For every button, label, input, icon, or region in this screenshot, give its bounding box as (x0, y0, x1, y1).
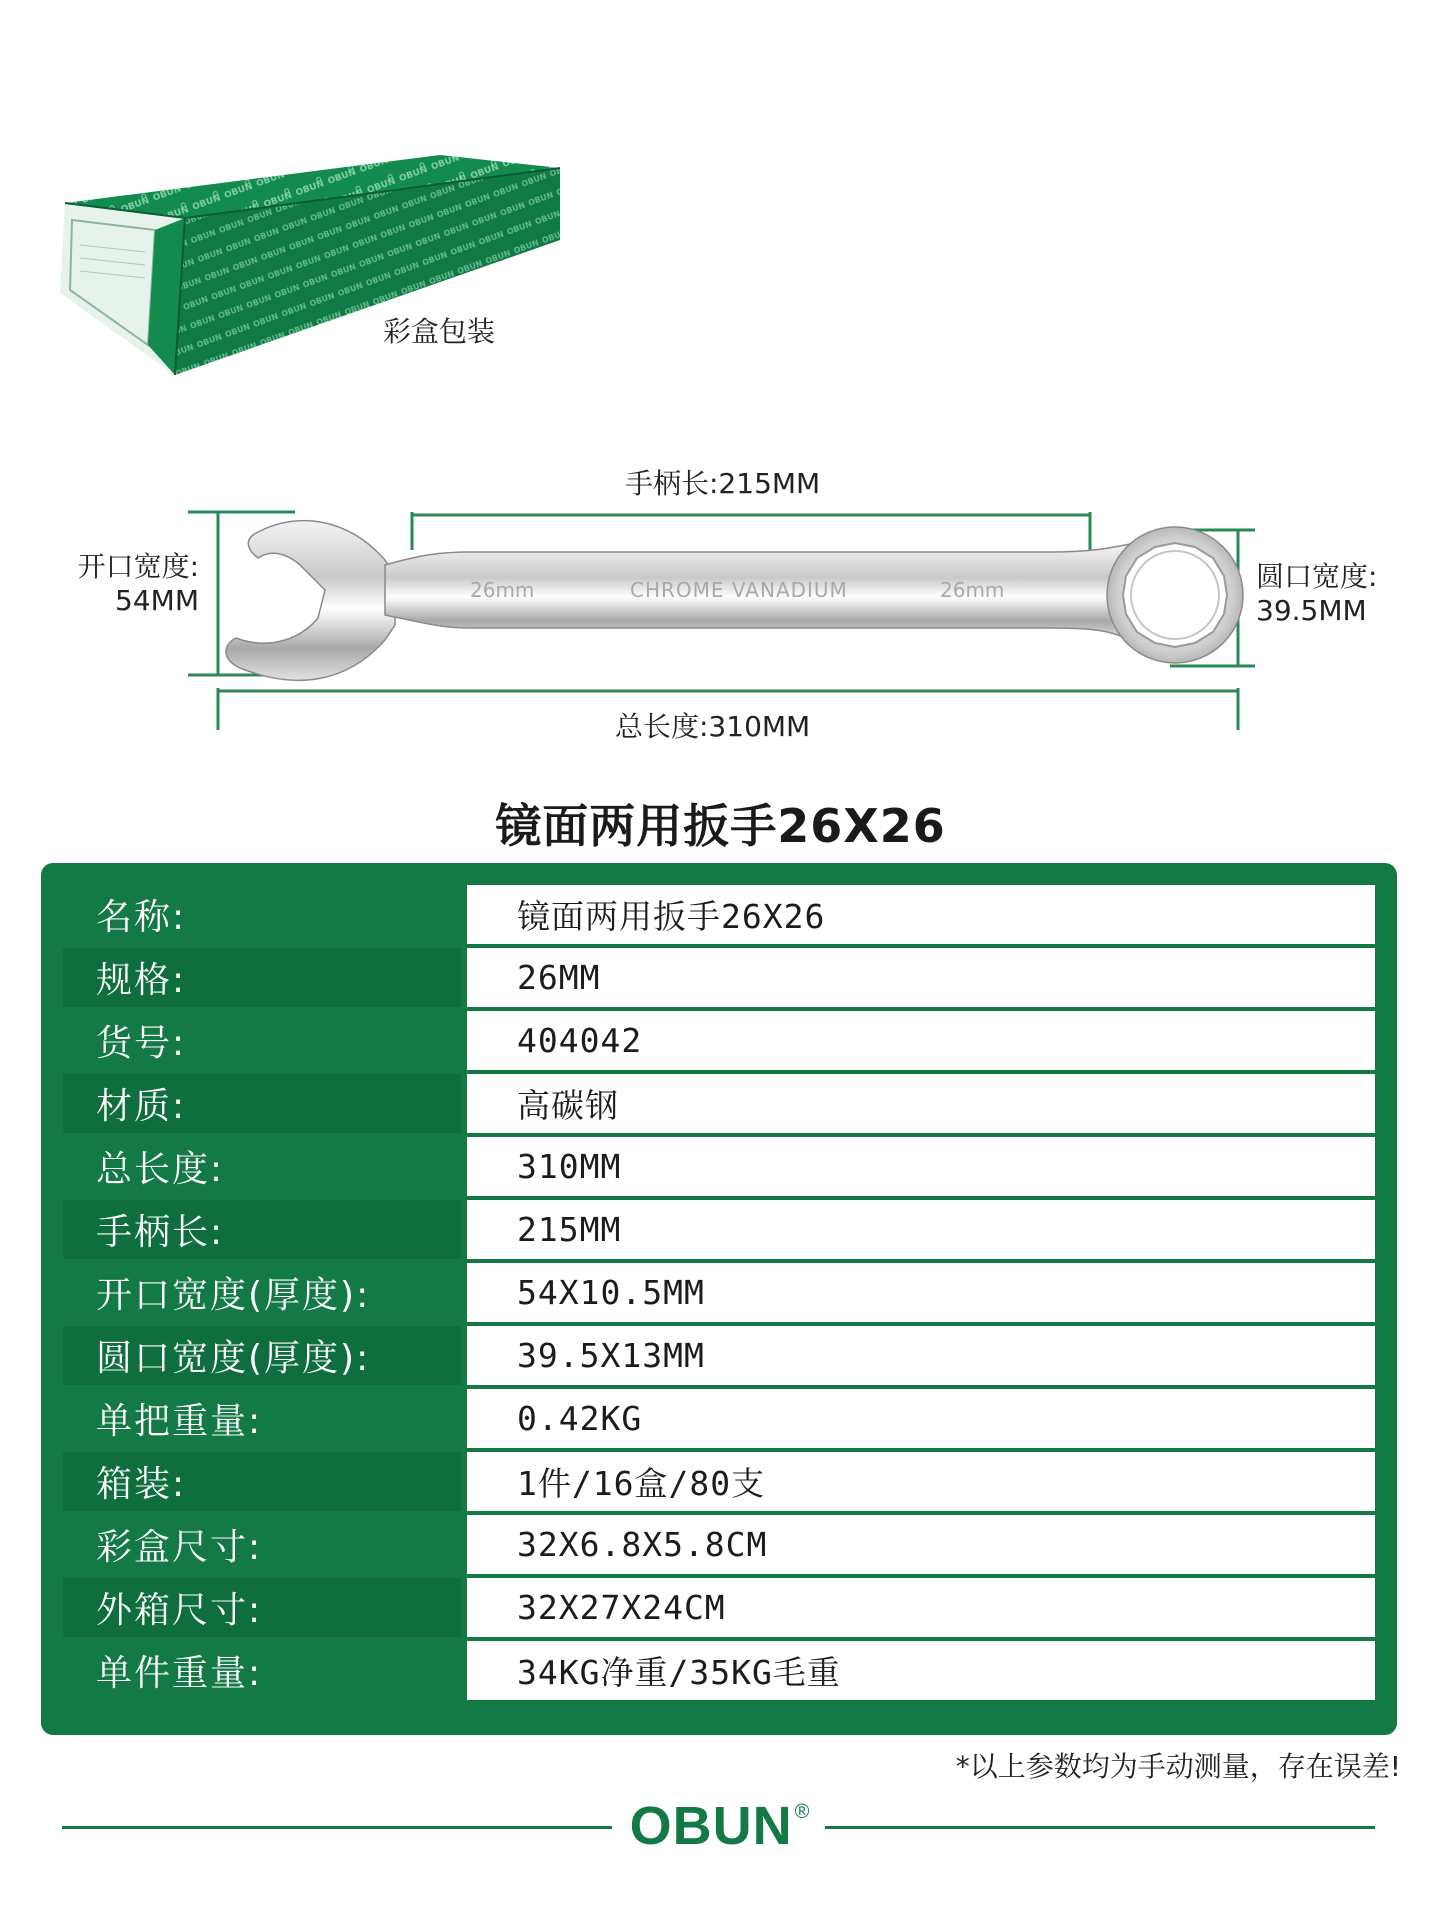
spec-value: 1件/16盒/80支 (467, 1452, 1375, 1511)
spec-row (63, 1578, 1375, 1637)
ring-width-value: 39.5MM (1256, 594, 1367, 627)
spec-label: 单件重量: (96, 1653, 263, 1694)
spec-value: 39.5X13MM (467, 1326, 1375, 1385)
spec-value: 32X27X24CM (467, 1578, 1375, 1637)
spec-row (63, 1326, 1375, 1385)
spec-value: 26MM (467, 948, 1375, 1007)
spec-label: 手柄长: (63, 1200, 461, 1259)
product-title: 镜面两用扳手26X26 (495, 799, 946, 853)
spec-row (63, 1074, 1375, 1133)
spec-label: 规格: (63, 948, 461, 1007)
opening-width-title: 开口宽度: (77, 550, 199, 583)
brand-name: OBUN (629, 1796, 793, 1856)
spec-label: 材质: (63, 1074, 461, 1133)
footer-divider-left (62, 1826, 612, 1829)
wrench-dimension-diagram (0, 440, 1441, 770)
footer-divider-right (825, 1826, 1375, 1829)
spec-row (63, 948, 1375, 1007)
spec-row (63, 1452, 1375, 1511)
spec-value: 34KG净重/35KG毛重 (467, 1641, 1375, 1700)
spec-value: 32X6.8X5.8CM (467, 1515, 1375, 1574)
spec-label: 名称: (96, 897, 187, 938)
spec-value: 高碳钢 (467, 1074, 1375, 1133)
spec-value: 54X10.5MM (467, 1263, 1375, 1322)
spec-row (63, 1200, 1375, 1259)
spec-row (63, 885, 1375, 944)
spec-value: 404042 (467, 1011, 1375, 1070)
opening-width-label (66, 550, 199, 618)
spec-row (63, 1389, 1375, 1448)
spec-label: 彩盒尺寸: (96, 1527, 263, 1568)
ring-width-label (1256, 560, 1377, 628)
spec-value: 310MM (467, 1137, 1375, 1196)
box-caption: 彩盒包装 (383, 315, 496, 348)
brand-logo (620, 1795, 820, 1857)
spec-value: 215MM (467, 1200, 1375, 1259)
registered-mark: ® (794, 1801, 811, 1823)
spec-label: 箱装: (63, 1452, 461, 1511)
spec-value: 0.42KG (467, 1389, 1375, 1448)
spec-table (41, 863, 1397, 1735)
handle-length-label: 手柄长:215MM (625, 467, 821, 500)
opening-width-value: 54MM (115, 584, 199, 617)
spec-row (63, 1137, 1375, 1196)
spec-rows (63, 885, 1375, 1713)
wrench-mark-right: 26mm (940, 578, 1005, 602)
ring-width-title: 圆口宽度: (1256, 560, 1378, 593)
spec-label: 外箱尺寸: (63, 1578, 461, 1637)
disclaimer: *以上参数均为手动测量，存在误差! (955, 1750, 1401, 1783)
spec-row (63, 1641, 1375, 1700)
spec-row (63, 1011, 1375, 1070)
spec-label: 单把重量: (96, 1401, 263, 1442)
spec-value: 镜面两用扳手26X26 (467, 885, 1375, 944)
spec-label: 开口宽度(厚度): (96, 1275, 371, 1316)
spec-label: 总长度: (96, 1149, 225, 1190)
spec-row (63, 1515, 1375, 1574)
total-length-label: 总长度:310MM (615, 710, 811, 743)
wrench-mark-center: CHROME VANADIUM (630, 578, 848, 602)
spec-label: 货号: (96, 1023, 187, 1064)
wrench-mark-left: 26mm (470, 578, 535, 602)
spec-row (63, 1263, 1375, 1322)
spec-label: 圆口宽度(厚度): (63, 1326, 461, 1385)
